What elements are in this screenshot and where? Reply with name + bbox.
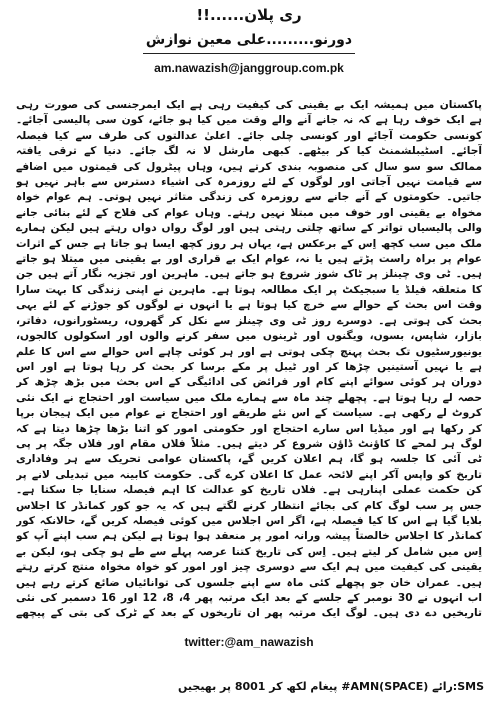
column-body: پاکستان میں ہمیشہ ایک بے یقینی کی کیفیت رہی ہے ایک ایمرجنسی کی صورت رہی ہے ایک خوف رہا ہے کہ نہ جانے آنے والے وقت میں کیا ہو جائے، کون سی پالیسی آجائے۔ کونسی حکومت آجائے اور کونسی چلی جائے۔ اعلیٰ عدالتوں کی طرف سے کیا فیصلہ آجائے۔ اسٹیبلشمنٹ کیا کر بیٹھے۔ کبھی مارشل لا نہ لگ جائے۔ دنیا کے ترقی یافتہ ممالک سو سو سال کی منصوبہ بندی کرتے ہیں، وہاں پیٹرول کی قیمتوں میں اضافے سے قیامت نہیں آجاتی اور لوگوں کے لئے روزمرہ کی اشیاء دسترس سے باہر نہیں ہو جاتیں۔ حکومتوں کے آنے جانے سے روزمرہ کی زندگی متاثر نہیں ہوتی۔ ہم عوام خواہ مخواہ بے یقینی اور خوف میں مبتلا نہیں رہتے۔ وہاں عوام کی فلاح کے لئے بنائی جانے والی پالیسیاں تواتر کے ساتھ چلتی رہتی ہیں اور لوگ رواں دواں رہتے ہیں لیکن ہمارے ملک میں سب کچھ اِس کے برعکس ہے، یہاں ہر روز کچھ ایسا ہو جاتا ہے جس کے اثرات عوام پر براہ راست پڑتے ہیں یا نہ، عوام ایک بے قراری اور بے یقینی میں مبتلا ہو جاتے ہیں۔ ٹی وی چینلز پر ٹاک شوز شروع ہو جاتے ہیں۔ ماہرین اور تجزیہ نگار آتے ہیں جن کا متعلقہ فیلڈ یا سبجیکٹ پر ایک مطالعہ ہوتا ہے۔ ماہرین نے اپنی زندگی کا بہت سارا وقت اس بحث کے حوالے سے خرچ کیا ہوتا ہے یا انہوں نے لوگوں کو جوڑنے کے لئے یہی بحث کی ہوتی ہے۔ دوسرے روز ٹی وی چینلز سے نکل کر گھروں، ریسٹورانوں، دفاتر، بازار، شاپس، بسوں، ویگنوں اور ٹرینوں میں سفر کرنے والوں اور اسکولوں کالجوں، یونیورسٹیوں تک بحث پہنچ چکی ہوتی ہے اور ہر کوئی چاہے اس حوالے سے اس کا علم ہے یا نہیں آستینیں چڑھا کر اور ٹیبل پر مکے برسا کر بحث کر رہا ہوتا ہے اور اس دوران ہر کوئی سوائے اپنے کام اور فرائض کی ادائیگی کے اس بحث میں بڑھ چڑھ کر حصہ لے رہا ہوتا ہے۔ پچھلے چند ماہ سے ہمارے ملک میں سیاست اور احتجاج نے ایک نئی کروٹ لے رکھی ہے۔ سیاست کے اس نئے طریقے اور احتجاج نے عوام میں ایک ہیجان برپا کر رکھا ہے اور میڈیا اس سارے احتجاج اور حکومتی امور کو اتنا بڑھا چڑھا دیتا ہے کہ لوگ ہر لمحے کا کاؤنٹ ڈاؤن شروع کر دیتے ہیں۔ مثلاً فلاں مقام اور فلاں جگہ پر پی ٹی آئی کا جلسہ ہو گا، ہم اعلان کریں گے، پاکستان عوامی تحریک سے ہر وفاداری تاریخ کو واپس آکر اپنے لائحہ عمل کا اعلان کرے گی۔ حکومت کابینہ میں تبدیلی لانے پر کن حکمت عملی اپنارہی ہے۔ فلاں تاریخ کو عدالت کا اہم فیصلہ سنایا جا سکتا ہے۔ جس پر سب لوگ کام کی بجائے انتظار کرنے لگتے ہیں کہ یہ جو کور کمانڈر کا اجلاس بلایا گیا ہے اس کا کیا فیصلہ ہے، اگر اس اجلاس میں کوئی فیصلہ کریں گے، حالانکہ کور کمانڈر کا اجلاس خالصتاً پیشہ ورانہ امور پر منعقد ہوا ہوتا ہے لیکن ہم سب اپنے آپ کو اِس میں شامل کر لیتے ہیں۔ اِس کی تاریخ کتنا عرصہ پہلے سے طے ہو چکی ہو، لیکن بے یقینی کی کیفیت میں ہم ایک سے دوسری چیز اور امور کو خواہ مخواہ منتج کرتے رہتے ہیں۔ عمران خان جو پچھلے کئی ماہ سے اپنے جلسوں کی توانائیاں ضائع کرتے رہے ہیں اب انہوں نے 30 نومبر کے جلسے کے بعد ایک مرتبہ پھر 4، 8، 12 اور 16 دسمبر کی نئی تاریخیں دے دی ہیں۔ لوگ ایک مرتبہ پھر ان تاریخوں کے بعد کے ٹرک کی بتی کے پیچھے — [16, 99, 482, 620]
byline-underline — [143, 53, 355, 54]
author-email: am.nawazish@janggroup.com.pk — [154, 61, 344, 75]
author-byline: دورنو.........علی معین نوازش — [145, 32, 353, 48]
twitter-handle: twitter:@am_nawazish — [184, 635, 314, 649]
column-title: ری پلان......!! — [196, 6, 302, 24]
sms-instruction: SMS:رائے (SPACE)AMN# پیغام لکھ کر 8001 پر بھیجیں — [178, 680, 484, 693]
